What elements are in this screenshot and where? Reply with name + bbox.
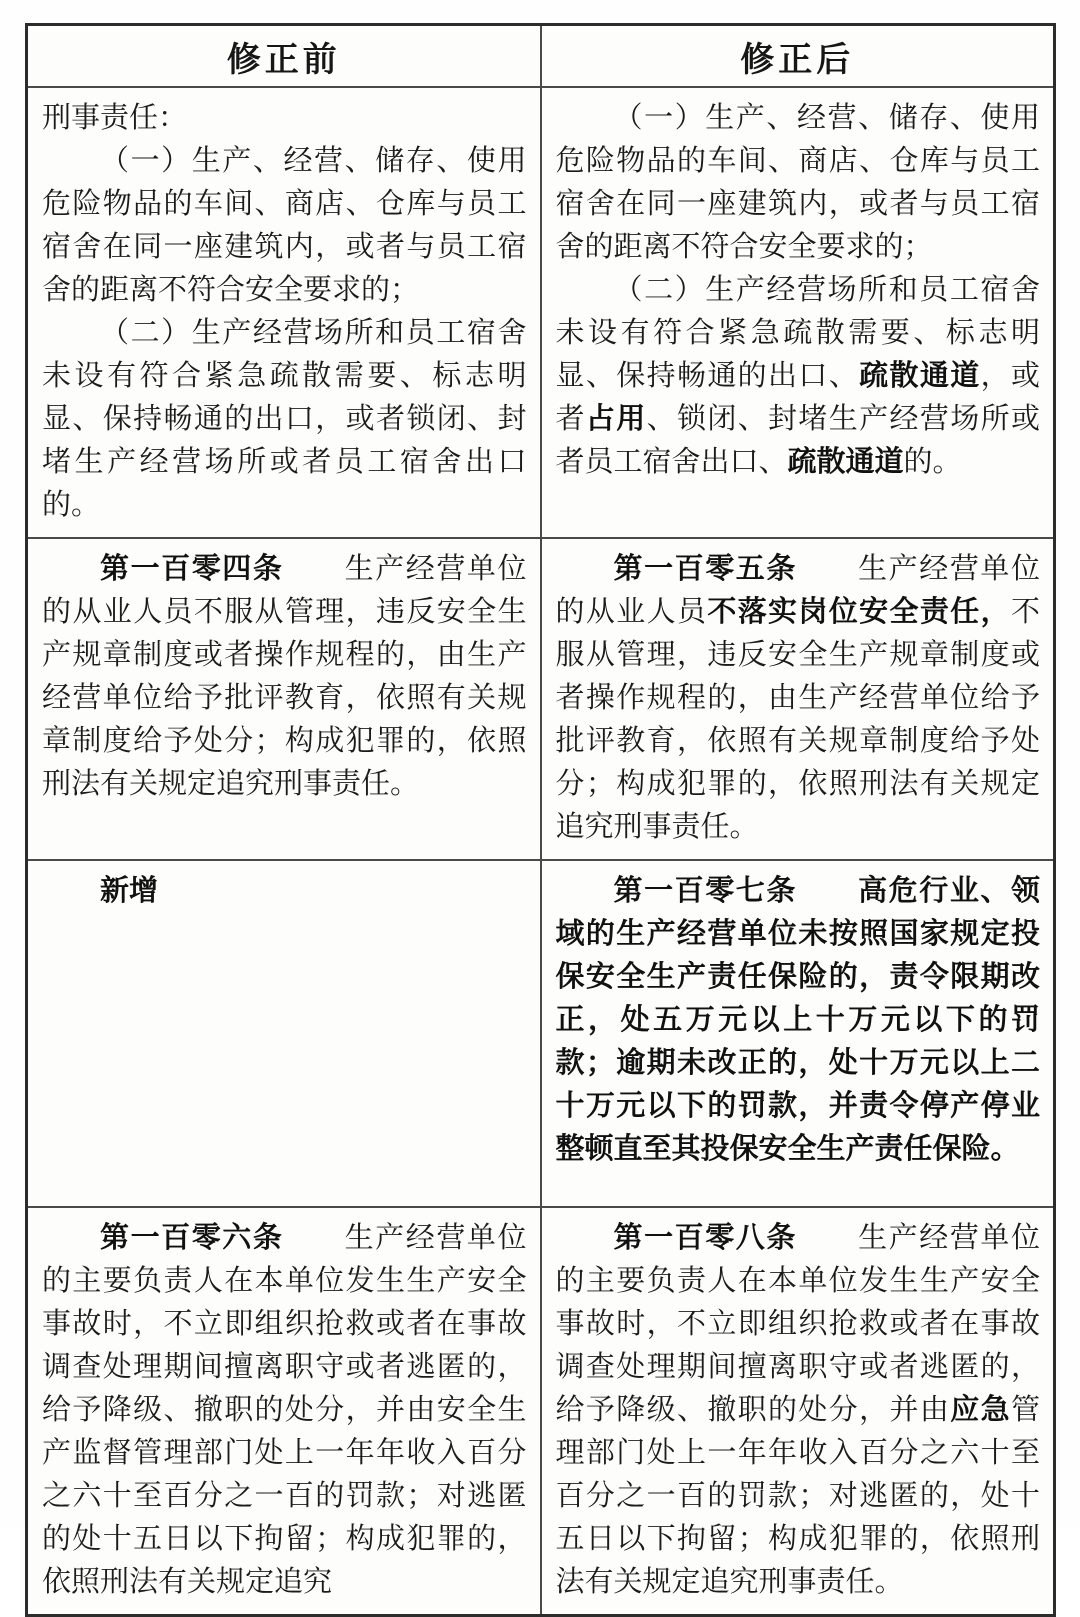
bold-segment (797, 875, 858, 907)
cell-after (541, 87, 1055, 538)
paragraph (42, 870, 527, 913)
text-segment: （二）生产经营场所和员工宿舍未设有符合紧急疏散需要、标志明显、保持畅通的出口，或者锁闭、封堵生产经营场所或者员工宿舍出口的。 (42, 317, 527, 521)
text-segment: 刑事责任： (42, 102, 188, 134)
header-after: 修正后 (541, 25, 1055, 88)
comparison-table-body (27, 87, 1055, 1616)
bold-segment: 第一百零五条 (613, 553, 797, 585)
table-row (27, 1207, 1055, 1616)
paragraph (42, 1217, 527, 1604)
comparison-table (25, 23, 1056, 1617)
bold-segment: 不落实岗位安全责任， (707, 596, 1011, 628)
bold-segment: 新增 (100, 875, 159, 907)
bold-segment: 第一百零八条 (613, 1222, 797, 1254)
paragraph (556, 269, 1041, 484)
text-segment: 不服从管理，违反安全生产规章制度或者操作规程的，由生产经营单位给予批评教育，依照有关规章制度给予处分；构成犯罪的，依照刑法有关规定追究刑事责任。 (555, 596, 1040, 843)
paragraph (556, 1217, 1041, 1604)
cell-after (541, 860, 1055, 1207)
bold-segment: 第一百零七条 (613, 875, 797, 907)
paragraph (42, 140, 527, 312)
text-segment: 生产经营单位的从业人员 (555, 553, 1040, 628)
text-segment (797, 1222, 858, 1254)
cell-after (541, 538, 1055, 860)
bold-segment: 疏散通道 (787, 446, 904, 478)
text-segment: （一）生产、经营、储存、使用危险物品的车间、商店、仓库与员工宿舍在同一座建筑内，或者与员工宿舍的距离不符合安全要求的； (42, 145, 527, 306)
text-segment: 生产经营单位的从业人员不服从管理，违反安全生产规章制度或者操作规程的，由生产经营单位给予批评教育，依照有关规章制度给予处分；构成犯罪的，依照刑法有关规定追究刑事责任。 (42, 553, 527, 800)
header-before: 修正前 (27, 25, 541, 88)
text-segment: 生产经营单位的主要负责人在本单位发生生产安全事故时，不立即组织抢救或者在事故调查处理期间擅离职守或者逃匿的，给予降级、撤职的处分，并由安全生产监督管理部门处上一年年收入百分之六十至百分之一百的罚款；对逃匿的处十五日以下拘留；构成犯罪的，依照刑法有关规定追究 (42, 1222, 527, 1598)
paragraph (42, 548, 527, 806)
text-segment: 生产经营单位的主要负责人在本单位发生生产安全事故时，不立即组织抢救或者在事故调查处理期间擅离职守或者逃匿的，给予降级、撤职的处分，并由 (555, 1222, 1040, 1426)
cell-before (27, 87, 541, 538)
table-row (27, 87, 1055, 538)
text-segment: （二）生产经营场所和员工宿舍未设有符合紧急疏散需要、标志明显、保持畅通的出口、 (555, 274, 1040, 392)
cell-after (541, 1207, 1055, 1616)
bold-segment: 第一百零四条 (100, 553, 284, 585)
paragraph (556, 97, 1041, 269)
table-header-row (27, 25, 1055, 88)
paragraph (42, 312, 527, 527)
bold-segment: 占用 (585, 403, 647, 435)
paragraph (42, 97, 527, 140)
text-segment: （一）生产、经营、储存、使用危险物品的车间、商店、仓库与员工宿舍在同一座建筑内，或者与员工宿舍的距离不符合安全要求的； (555, 102, 1040, 263)
bold-segment: 疏散通道 (859, 360, 981, 392)
table-row (27, 860, 1055, 1207)
text-segment (797, 553, 858, 585)
bold-segment: 高危行业、领域的生产经营单位未按照国家规定投保安全生产责任保险的，责令限期改正，处五万元以上十万元以下的罚款；逾期未改正的，处十万元以上二十万元以下的罚款，并责令停产停业整顿直至其投保安全生产责任保险。 (555, 875, 1040, 1165)
table-row (27, 538, 1055, 860)
text-segment (283, 1222, 344, 1254)
bold-segment: 应急 (950, 1394, 1011, 1426)
bold-segment: 第一百零六条 (100, 1222, 284, 1254)
text-segment: ，或者 (555, 360, 1040, 435)
text-segment: 、锁闭、封堵生产经营场所或者员工宿舍出口、 (555, 403, 1040, 478)
paragraph (556, 548, 1041, 849)
text-segment: 管理部门处上一年年收入百分之六十至百分之一百的罚款；对逃匿的，处十五日以下拘留；构成犯罪的，依照刑法有关规定追究刑事责任。 (555, 1394, 1040, 1598)
cell-before (27, 538, 541, 860)
text-segment (283, 553, 344, 585)
cell-before (27, 1207, 541, 1616)
cell-before (27, 860, 541, 1207)
text-segment: 的。 (903, 446, 962, 478)
paragraph (556, 870, 1041, 1171)
